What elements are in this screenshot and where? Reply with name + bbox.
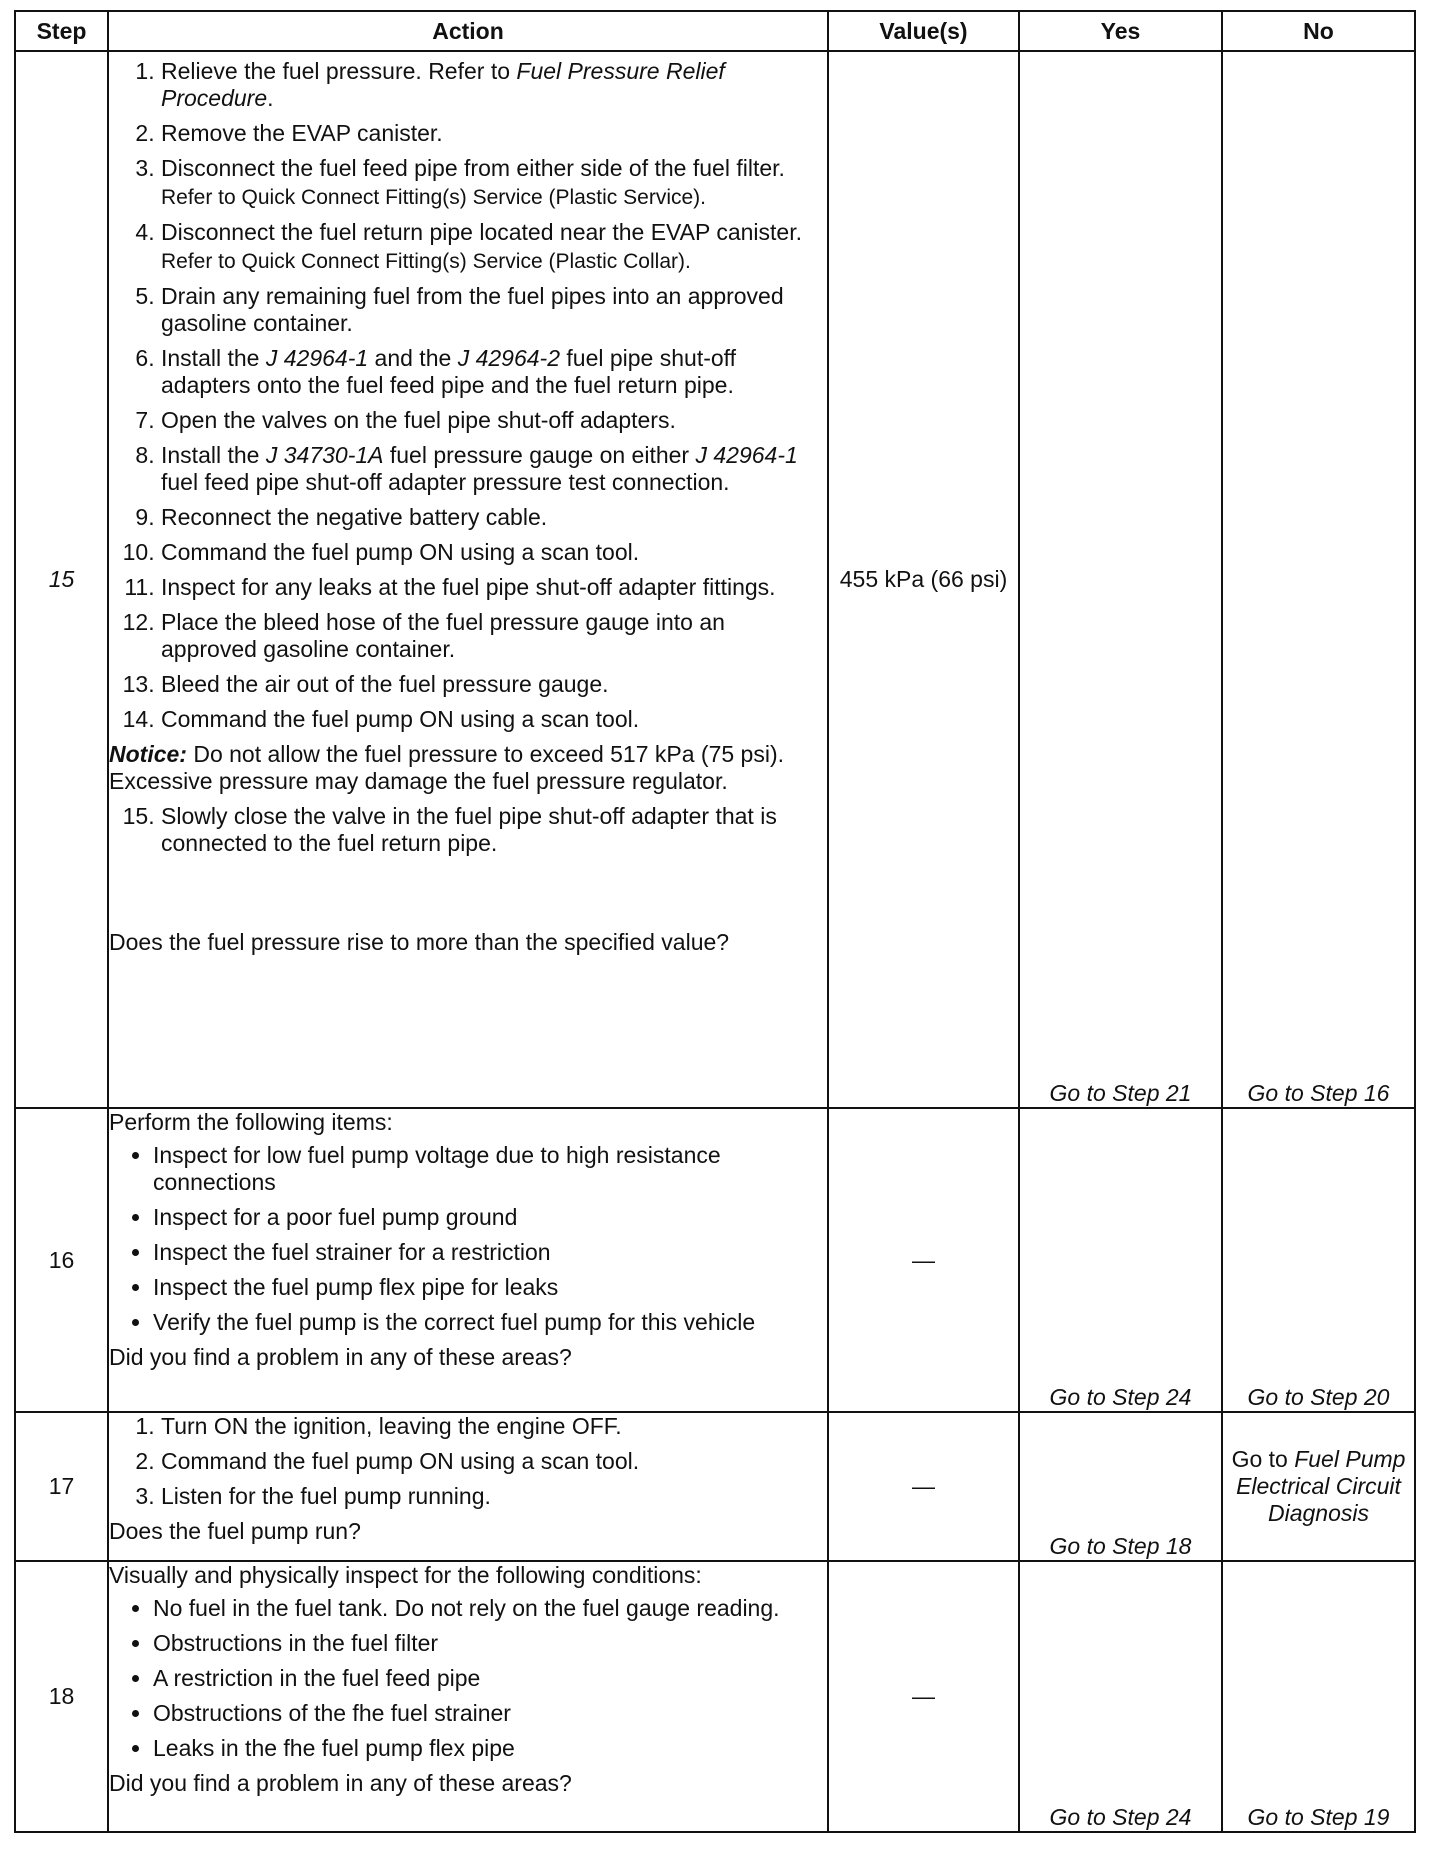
action-question: Did you find a problem in any of these areas? bbox=[109, 1769, 572, 1796]
list-item: • Inspect the fuel pump flex pipe for leaks bbox=[153, 1274, 827, 1301]
action-intro: Perform the following items: bbox=[109, 1109, 393, 1136]
action-steps bbox=[109, 58, 827, 733]
value-cell: — bbox=[828, 1108, 1019, 1412]
list-item: • Obstructions in the fuel filter bbox=[153, 1630, 827, 1657]
no-link-title: Fuel Pump Electrical Circuit Diagnosis bbox=[1236, 1446, 1406, 1527]
table-row-step-15 bbox=[15, 51, 1415, 1108]
action-step: 6. Install the J 42964-1 and the J 42964-2 fuel pipe shut-off adapters onto the fuel feed pipe and the fuel return pipe. bbox=[161, 345, 827, 399]
action-step: 13. Bleed the air out of the fuel pressure gauge. bbox=[161, 671, 827, 698]
step-number: 15 bbox=[15, 51, 108, 1108]
action-step: 1. Relieve the fuel pressure. Refer to Fuel Pressure Relief Procedure. bbox=[161, 58, 827, 112]
action-step: 2. Remove the EVAP canister. bbox=[161, 120, 827, 147]
action-step: 10. Command the fuel pump ON using a scan tool. bbox=[161, 539, 827, 566]
action-step: 3. Listen for the fuel pump running. bbox=[161, 1483, 827, 1510]
action-step: 4. Disconnect the fuel return pipe located near the EVAP canister. Refer to Quick Connect Fitting(s) Service (Plastic Collar). bbox=[161, 219, 827, 275]
value-cell: — bbox=[828, 1561, 1019, 1832]
list-item: • Inspect for low fuel pump voltage due to high resistance connections bbox=[153, 1142, 827, 1196]
action-question: Did you find a problem in any of these areas? bbox=[109, 1344, 572, 1371]
step-number: 16 bbox=[15, 1108, 108, 1412]
action-question: Does the fuel pump run? bbox=[109, 1518, 361, 1545]
action-intro: Visually and physically inspect for the following conditions: bbox=[109, 1561, 702, 1588]
action-cell bbox=[108, 1412, 828, 1561]
action-step: 9. Reconnect the negative battery cable. bbox=[161, 504, 827, 531]
list-item: • Obstructions of the fhe fuel strainer bbox=[153, 1700, 827, 1727]
action-steps-continued bbox=[109, 803, 827, 857]
step-number: 17 bbox=[15, 1412, 108, 1561]
list-item: • Leaks in the fhe fuel pump flex pipe bbox=[153, 1735, 827, 1762]
action-step: 12. Place the bleed hose of the fuel pressure gauge into an approved gasoline container. bbox=[161, 609, 827, 663]
yes-cell: Go to Step 24 bbox=[1019, 1108, 1222, 1412]
no-prefix: Go to bbox=[1231, 1446, 1295, 1473]
table-row-step-17 bbox=[15, 1412, 1415, 1561]
action-steps bbox=[109, 1413, 827, 1510]
action-step: 1. Turn ON the ignition, leaving the engine OFF. bbox=[161, 1413, 827, 1440]
value-cell: — bbox=[828, 1412, 1019, 1561]
action-bullets bbox=[109, 1595, 827, 1762]
header-row bbox=[15, 11, 1415, 51]
list-item: • Verify the fuel pump is the correct fuel pump for this vehicle bbox=[153, 1309, 827, 1336]
header-action: Action bbox=[108, 11, 828, 51]
notice-label: Notice: bbox=[109, 741, 187, 767]
action-bullets bbox=[109, 1142, 827, 1336]
action-cell bbox=[108, 51, 828, 1108]
table-row-step-16 bbox=[15, 1108, 1415, 1412]
notice bbox=[109, 741, 827, 795]
action-cell bbox=[108, 1561, 828, 1832]
step-number: 18 bbox=[15, 1561, 108, 1832]
action-step: 5. Drain any remaining fuel from the fuel pipes into an approved gasoline container. bbox=[161, 283, 827, 337]
list-item: • Inspect the fuel strainer for a restriction bbox=[153, 1239, 827, 1266]
value-cell: 455 kPa (66 psi) bbox=[828, 51, 1019, 1108]
action-step: 3. Disconnect the fuel feed pipe from either side of the fuel filter. Refer to Quick Connect Fitting(s) Service (Plastic Service). bbox=[161, 155, 827, 211]
no-cell bbox=[1222, 1412, 1415, 1561]
list-item: • Inspect for a poor fuel pump ground bbox=[153, 1204, 827, 1231]
header-yes: Yes bbox=[1019, 11, 1222, 51]
no-cell: Go to Step 19 bbox=[1222, 1561, 1415, 1832]
yes-cell: Go to Step 24 bbox=[1019, 1561, 1222, 1832]
action-step: 11. Inspect for any leaks at the fuel pipe shut-off adapter fittings. bbox=[161, 574, 827, 601]
no-cell: Go to Step 20 bbox=[1222, 1108, 1415, 1412]
no-cell: Go to Step 16 bbox=[1222, 51, 1415, 1108]
list-item: • No fuel in the fuel tank. Do not rely on the fuel gauge reading. bbox=[153, 1595, 827, 1622]
yes-cell: Go to Step 18 bbox=[1019, 1412, 1222, 1561]
table-row-step-18 bbox=[15, 1561, 1415, 1832]
action-step: 14. Command the fuel pump ON using a scan tool. bbox=[161, 706, 827, 733]
header-no: No bbox=[1222, 11, 1415, 51]
header-values: Value(s) bbox=[828, 11, 1019, 51]
spacer bbox=[109, 865, 827, 925]
action-cell bbox=[108, 1108, 828, 1412]
list-item: • A restriction in the fuel feed pipe bbox=[153, 1665, 827, 1692]
action-step: 8. Install the J 34730-1A fuel pressure gauge on either J 42964-1 fuel feed pipe shut-off adapter pressure test connection. bbox=[161, 442, 827, 496]
header-step: Step bbox=[15, 11, 108, 51]
action-step: 15. Slowly close the valve in the fuel pipe shut-off adapter that is connected to the fuel return pipe. bbox=[161, 803, 827, 857]
action-step: 7. Open the valves on the fuel pipe shut-off adapters. bbox=[161, 407, 827, 434]
action-question: Does the fuel pressure rise to more than the specified value? bbox=[109, 929, 730, 955]
notice-text: Do not allow the fuel pressure to exceed 517 kPa (75 psi). Excessive pressure may damage the fuel pressure regulator. bbox=[109, 741, 785, 794]
action-step: 2. Command the fuel pump ON using a scan tool. bbox=[161, 1448, 827, 1475]
diagnostic-table bbox=[14, 10, 1416, 1833]
yes-cell: Go to Step 21 bbox=[1019, 51, 1222, 1108]
